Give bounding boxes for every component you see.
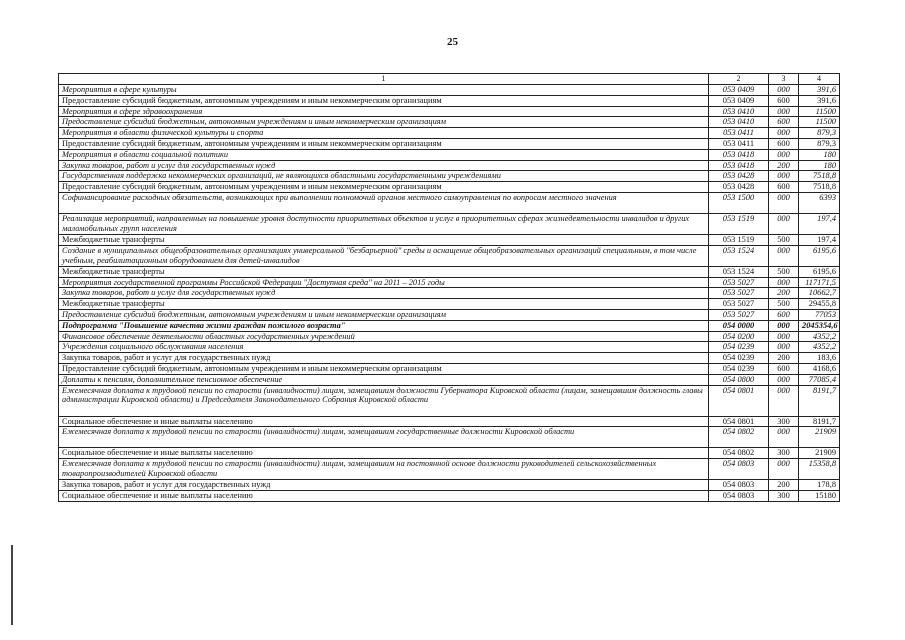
row-name-cell: Мероприятия в области физической культуры и спорта [59,128,709,139]
row-name-cell: Мероприятия в сфере культуры [59,85,709,96]
row-amount-cell: 6393 [799,192,840,213]
row-code-cell: 053 0409 [709,85,769,96]
row-type-cell: 000 [769,171,799,182]
row-code-cell: 054 0803 [709,480,769,491]
row-type-cell: 000 [769,427,799,448]
row-type-cell: 000 [769,331,799,342]
table-row [59,363,840,374]
row-amount-cell: 180 [799,149,840,160]
table-row [59,128,840,139]
row-code-cell: 053 0411 [709,138,769,149]
row-code-cell: 053 0411 [709,128,769,139]
row-amount-cell: 21909 [799,448,840,459]
row-name-cell: Закупка товаров, работ и услуг для государственных нужд [59,480,709,491]
table-row [59,85,840,96]
table-row [59,266,840,277]
row-amount-cell: 117171,5 [799,277,840,288]
row-type-cell: 600 [769,117,799,128]
row-type-cell: 300 [769,490,799,501]
row-type-cell: 000 [769,342,799,353]
table-row [59,427,840,448]
row-code-cell: 053 1519 [709,234,769,245]
row-type-cell: 000 [769,374,799,385]
row-code-cell: 053 0409 [709,95,769,106]
row-name-cell: Межбюджетные трансферты [59,234,709,245]
table-row [59,353,840,364]
table-row [59,342,840,353]
row-code-cell: 053 1500 [709,192,769,213]
table-row [59,171,840,182]
row-type-cell: 600 [769,182,799,193]
table-row [59,459,840,480]
row-name-cell: Мероприятия в области социальной политики [59,149,709,160]
table-row [59,385,840,416]
row-type-cell: 000 [769,85,799,96]
table-row [59,117,840,128]
row-code-cell: 054 0239 [709,363,769,374]
row-amount-cell: 8191,7 [799,385,840,416]
row-type-cell: 000 [769,128,799,139]
table-row [59,138,840,149]
row-type-cell: 000 [769,192,799,213]
row-name-cell: Финансовое обеспечение деятельности областных государственных учреждений [59,331,709,342]
row-name-cell: Доплаты к пенсиям, дополнительное пенсионное обеспечение [59,374,709,385]
row-code-cell: 053 0428 [709,171,769,182]
page-number: 25 [447,36,458,48]
row-type-cell: 000 [769,245,799,266]
row-code-cell: 053 1519 [709,213,769,234]
row-name-cell: Государственная поддержка некоммерческих организаций, не являющихся областными государственными учреждениями [59,171,709,182]
row-name-cell: Мероприятия государственной программы Российской Федерации "Доступная среда" на 2011 – 2015 годы [59,277,709,288]
table-row [59,182,840,193]
budget-table [58,73,840,502]
row-name-cell: Ежемесячная доплата к трудовой пенсии по старости (инвалидности) лицам, замещавшим на постоянной основе должности руководителей сельскохозяйственных товаропроизводителей Кировской области [59,459,709,480]
row-amount-cell: 11500 [799,117,840,128]
row-code-cell: 054 0239 [709,342,769,353]
row-name-cell: Предоставление субсидий бюджетным, автономным учреждениям и иным некоммерческим организациям [59,309,709,320]
row-name-cell: Софинансирование расходных обязательств, возникающих при выполнении полномочий органов местного самоуправления по вопросам местного значения [59,192,709,213]
row-code-cell: 054 0802 [709,448,769,459]
table-row [59,106,840,117]
row-amount-cell: 6195,6 [799,245,840,266]
row-type-cell: 000 [769,459,799,480]
table-row [59,374,840,385]
table-row [59,192,840,213]
header-row [59,74,840,85]
table-row [59,299,840,310]
row-type-cell: 600 [769,363,799,374]
row-name-cell: Учреждения социального обслуживания населения [59,342,709,353]
row-amount-cell: 77085,4 [799,374,840,385]
table-row [59,277,840,288]
table-row [59,480,840,491]
row-type-cell: 000 [769,320,799,331]
row-type-cell: 000 [769,213,799,234]
row-amount-cell: 4168,6 [799,363,840,374]
row-code-cell: 053 0418 [709,160,769,171]
row-code-cell: 054 0200 [709,331,769,342]
header-cell-amount: 4 [799,74,840,85]
row-name-cell: Создание в муниципальных общеобразовательных организациях универсальной "безбарьерной" среды и оснащение общеобразовательных организаций специальным, в том числе учебным, реабилитационным оборудованием для детей-инвалидов [59,245,709,266]
row-type-cell: 200 [769,480,799,491]
table-row [59,320,840,331]
row-type-cell: 500 [769,234,799,245]
row-name-cell: Закупка товаров, работ и услуг для государственных нужд [59,160,709,171]
row-code-cell: 054 0802 [709,427,769,448]
scan-edge-mark [11,545,13,625]
row-type-cell: 600 [769,138,799,149]
row-type-cell: 200 [769,353,799,364]
row-code-cell: 053 0418 [709,149,769,160]
row-amount-cell: 4352,2 [799,331,840,342]
row-code-cell: 054 0239 [709,353,769,364]
row-type-cell: 200 [769,160,799,171]
row-code-cell: 054 0803 [709,490,769,501]
row-name-cell: Предоставление субсидий бюджетным, автономным учреждениям и иным некоммерческим организациям [59,117,709,128]
row-code-cell: 053 0428 [709,182,769,193]
row-type-cell: 300 [769,448,799,459]
table-row [59,213,840,234]
row-name-cell: Подпрограмма "Повышение качества жизни граждан пожилого возраста" [59,320,709,331]
row-code-cell: 053 1524 [709,266,769,277]
table-row [59,95,840,106]
row-code-cell: 054 0800 [709,374,769,385]
row-amount-cell: 183,6 [799,353,840,364]
row-amount-cell: 879,3 [799,138,840,149]
row-amount-cell: 7518,8 [799,182,840,193]
row-amount-cell: 178,8 [799,480,840,491]
table-row [59,160,840,171]
row-type-cell: 200 [769,288,799,299]
header-cell-type: 3 [769,74,799,85]
row-amount-cell: 197,4 [799,234,840,245]
row-name-cell: Социальное обеспечение и иные выплаты населению [59,490,709,501]
header-cell-name: 1 [59,74,709,85]
header-cell-code: 2 [709,74,769,85]
table-row [59,331,840,342]
table-row [59,448,840,459]
row-type-cell: 000 [769,106,799,117]
row-code-cell: 053 1524 [709,245,769,266]
row-code-cell: 053 0410 [709,106,769,117]
row-amount-cell: 15358,8 [799,459,840,480]
row-type-cell: 300 [769,416,799,427]
row-amount-cell: 391,6 [799,85,840,96]
row-type-cell: 000 [769,385,799,416]
row-name-cell: Социальное обеспечение и иные выплаты населению [59,448,709,459]
row-name-cell: Межбюджетные трансферты [59,266,709,277]
row-code-cell: 054 0801 [709,385,769,416]
table-row [59,309,840,320]
row-name-cell: Ежемесячная доплата к трудовой пенсии по старости (инвалидности) лицам, замещавшим должности Губернатора Кировской области (лицам, замещавшим должность главы администрации Кировской области) и Председателя Законодательного Собрания Кировской области [59,385,709,416]
table-row [59,234,840,245]
row-code-cell: 053 5027 [709,277,769,288]
row-type-cell: 500 [769,266,799,277]
row-amount-cell: 180 [799,160,840,171]
row-name-cell: Ежемесячная доплата к трудовой пенсии по старости (инвалидности) лицам, замещавшим государственные должности Кировской области [59,427,709,448]
row-amount-cell: 15180 [799,490,840,501]
row-name-cell: Реализация мероприятий, направленных на повышение уровня доступности приоритетных объектов и услуг в приоритетных сферах жизнедеятельности инвалидов и других маломобильных групп населения [59,213,709,234]
row-type-cell: 000 [769,149,799,160]
row-amount-cell: 11500 [799,106,840,117]
row-name-cell: Закупка товаров, работ и услуг для государственных нужд [59,353,709,364]
row-code-cell: 053 5027 [709,309,769,320]
table-row [59,149,840,160]
row-code-cell: 053 5027 [709,299,769,310]
row-amount-cell: 391,6 [799,95,840,106]
row-type-cell: 600 [769,309,799,320]
row-amount-cell: 2045354,6 [799,320,840,331]
row-name-cell: Межбюджетные трансферты [59,299,709,310]
row-code-cell: 054 0000 [709,320,769,331]
row-amount-cell: 197,4 [799,213,840,234]
row-type-cell: 500 [769,299,799,310]
row-code-cell: 054 0801 [709,416,769,427]
row-amount-cell: 8191,7 [799,416,840,427]
table-row [59,245,840,266]
row-name-cell: Закупка товаров, работ и услуг для государственных нужд [59,288,709,299]
row-name-cell: Предоставление субсидий бюджетным, автономным учреждениям и иным некоммерческим организациям [59,95,709,106]
row-type-cell: 600 [769,95,799,106]
row-name-cell: Предоставление субсидий бюджетным, автономным учреждениям и иным некоммерческим организациям [59,182,709,193]
row-code-cell: 054 0803 [709,459,769,480]
row-amount-cell: 6195,6 [799,266,840,277]
row-amount-cell: 879,3 [799,128,840,139]
row-amount-cell: 77053 [799,309,840,320]
row-code-cell: 053 0410 [709,117,769,128]
row-type-cell: 000 [769,277,799,288]
row-name-cell: Предоставление субсидий бюджетным, автономным учреждениям и иным некоммерческим организациям [59,363,709,374]
row-amount-cell: 7518,8 [799,171,840,182]
row-code-cell: 053 5027 [709,288,769,299]
table-row [59,490,840,501]
table-row [59,416,840,427]
row-amount-cell: 10662,7 [799,288,840,299]
row-amount-cell: 29455,8 [799,299,840,310]
row-name-cell: Социальное обеспечение и иные выплаты населению [59,416,709,427]
row-name-cell: Предоставление субсидий бюджетным, автономным учреждениям и иным некоммерческим организациям [59,138,709,149]
row-amount-cell: 21909 [799,427,840,448]
row-amount-cell: 4352,2 [799,342,840,353]
table-row [59,288,840,299]
row-name-cell: Мероприятия в сфере здравоохранения [59,106,709,117]
